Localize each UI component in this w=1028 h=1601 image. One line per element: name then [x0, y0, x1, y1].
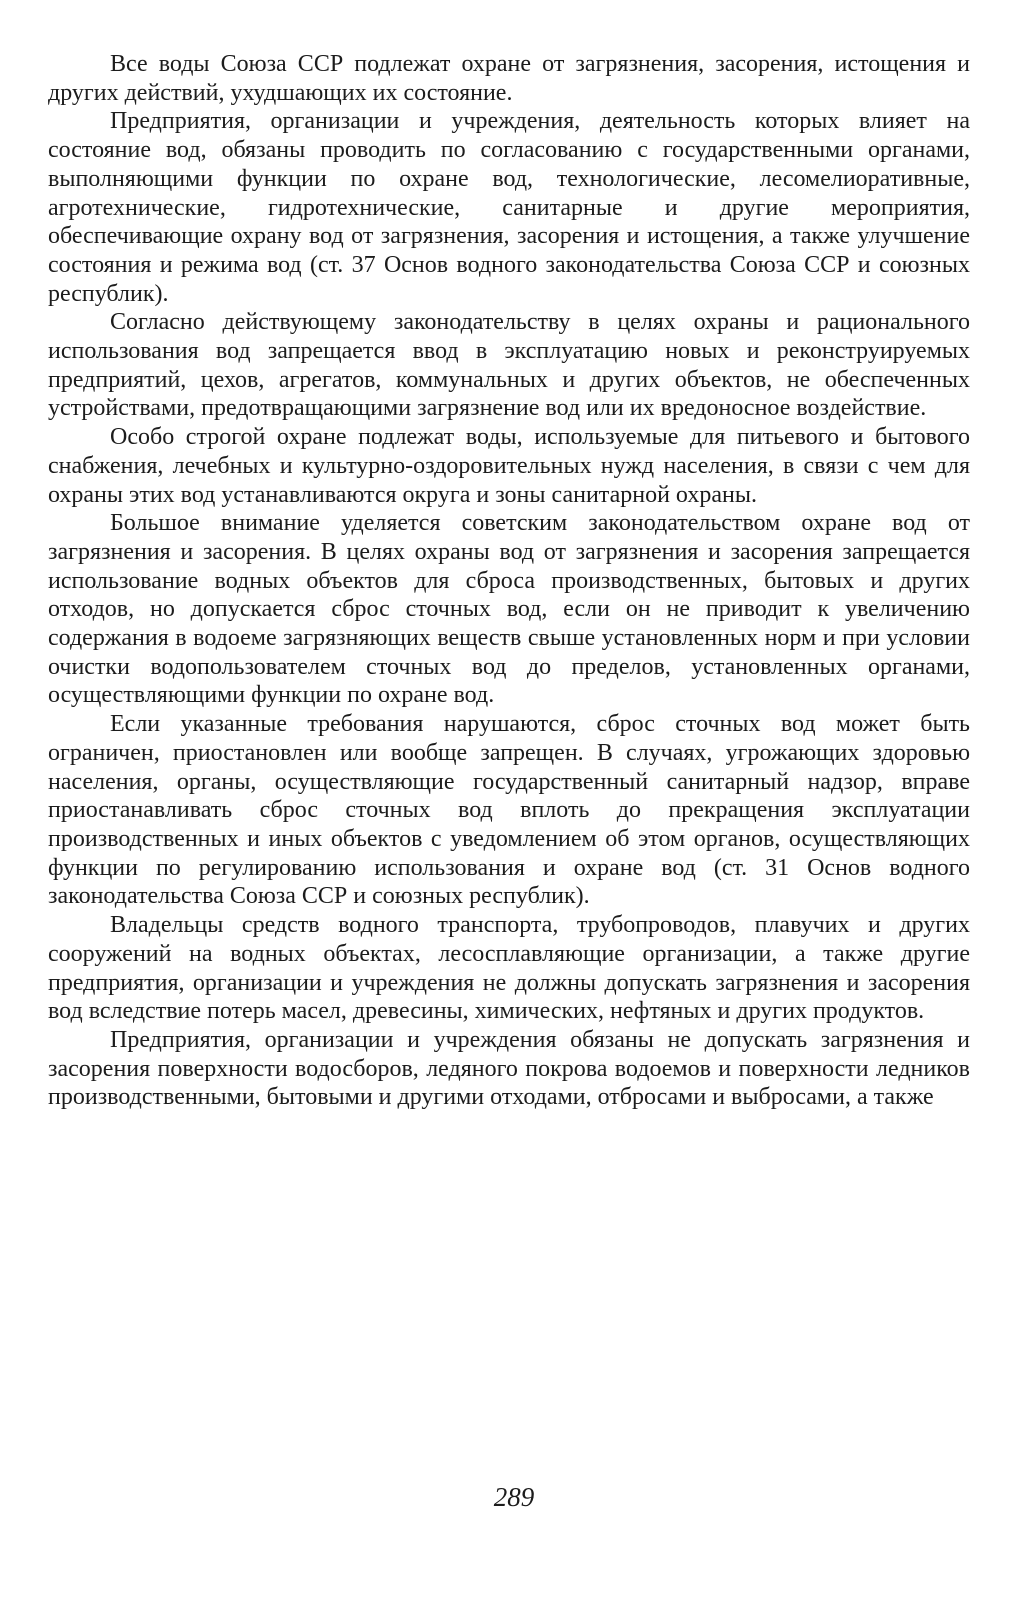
paragraph-5: Большое внимание уделяется советским законодательством охране вод от загрязнения и засорения. В целях охраны вод от загрязнения и засорения запрещается использование водных объектов для сброса производственных, бытовых и других отходов, но допускается сброс сточных вод, если он не приводит к увеличению содержания в водоеме загрязняющих веществ свыше установленных норм и при условии очистки водопользователем сточных вод до пределов, установленных органами, осуществляющими функции по охране вод.	[48, 510, 970, 709]
page-number: 289	[493, 1482, 535, 1512]
paragraph-1: Все воды Союза ССР подлежат охране от загрязнения, засорения, истощения и других действий, ухудшающих их состояние.	[48, 51, 970, 106]
paragraph-4: Особо строгой охране подлежат воды, используемые для питьевого и бытового снабжения, лечебных и культурно-оздоровительных нужд населения, в связи с чем для охраны этих вод устанавливаются округа и зоны санитарной охраны.	[48, 424, 970, 508]
document-page	[48, 50, 970, 1112]
paragraph-2: Предприятия, организации и учреждения, деятельность которых влияет на состояние вод, обязаны проводить по согласованию с государственными органами, выполняющими функции по охране вод, технологические, лесомелиоративные, агротехнические, гидротехнические, санитарные и другие мероприятия, обеспечивающие охрану вод от загрязнения, засорения и истощения, а также улучшение состояния и режима вод (ст. 37 Основ водного законодательства Союза ССР и союзных республик).	[48, 108, 970, 307]
paragraph-6: Если указанные требования нарушаются, сброс сточных вод может быть ограничен, приостановлен или вообще запрещен. В случаях, угрожающих здоровью населения, органы, осуществляющие государственный санитарный надзор, вправе приостанавливать сброс сточных вод вплоть до прекращения эксплуатации производственных и иных объектов с уведомлением об этом органов, осуществляющих функции по регулированию использования и охране вод (ст. 31 Основ водного законодательства Союза ССР и союзных республик).	[48, 711, 970, 910]
paragraph-3: Согласно действующему законодательству в целях охраны и рационального использования вод запрещается ввод в эксплуатацию новых и реконструируемых предприятий, цехов, агрегатов, коммунальных и других объектов, не обеспеченных устройствами, предотвращающими загрязнение вод или их вредоносное воздействие.	[48, 309, 970, 422]
paragraph-7: Владельцы средств водного транспорта, трубопроводов, плавучих и других сооружений на водных объектах, лесосплавляющие организации, а также другие предприятия, организации и учреждения не должны допускать загрязнения и засорения вод вследствие потерь масел, древесины, химических, нефтяных и других продуктов.	[48, 912, 970, 1025]
paragraph-8: Предприятия, организации и учреждения обязаны не допускать загрязнения и засорения поверхности водосборов, ледяного покрова водоемов и поверхности ледников производственными, бытовыми и другими отходами, отбросами и выбросами, а также	[48, 1026, 970, 1111]
